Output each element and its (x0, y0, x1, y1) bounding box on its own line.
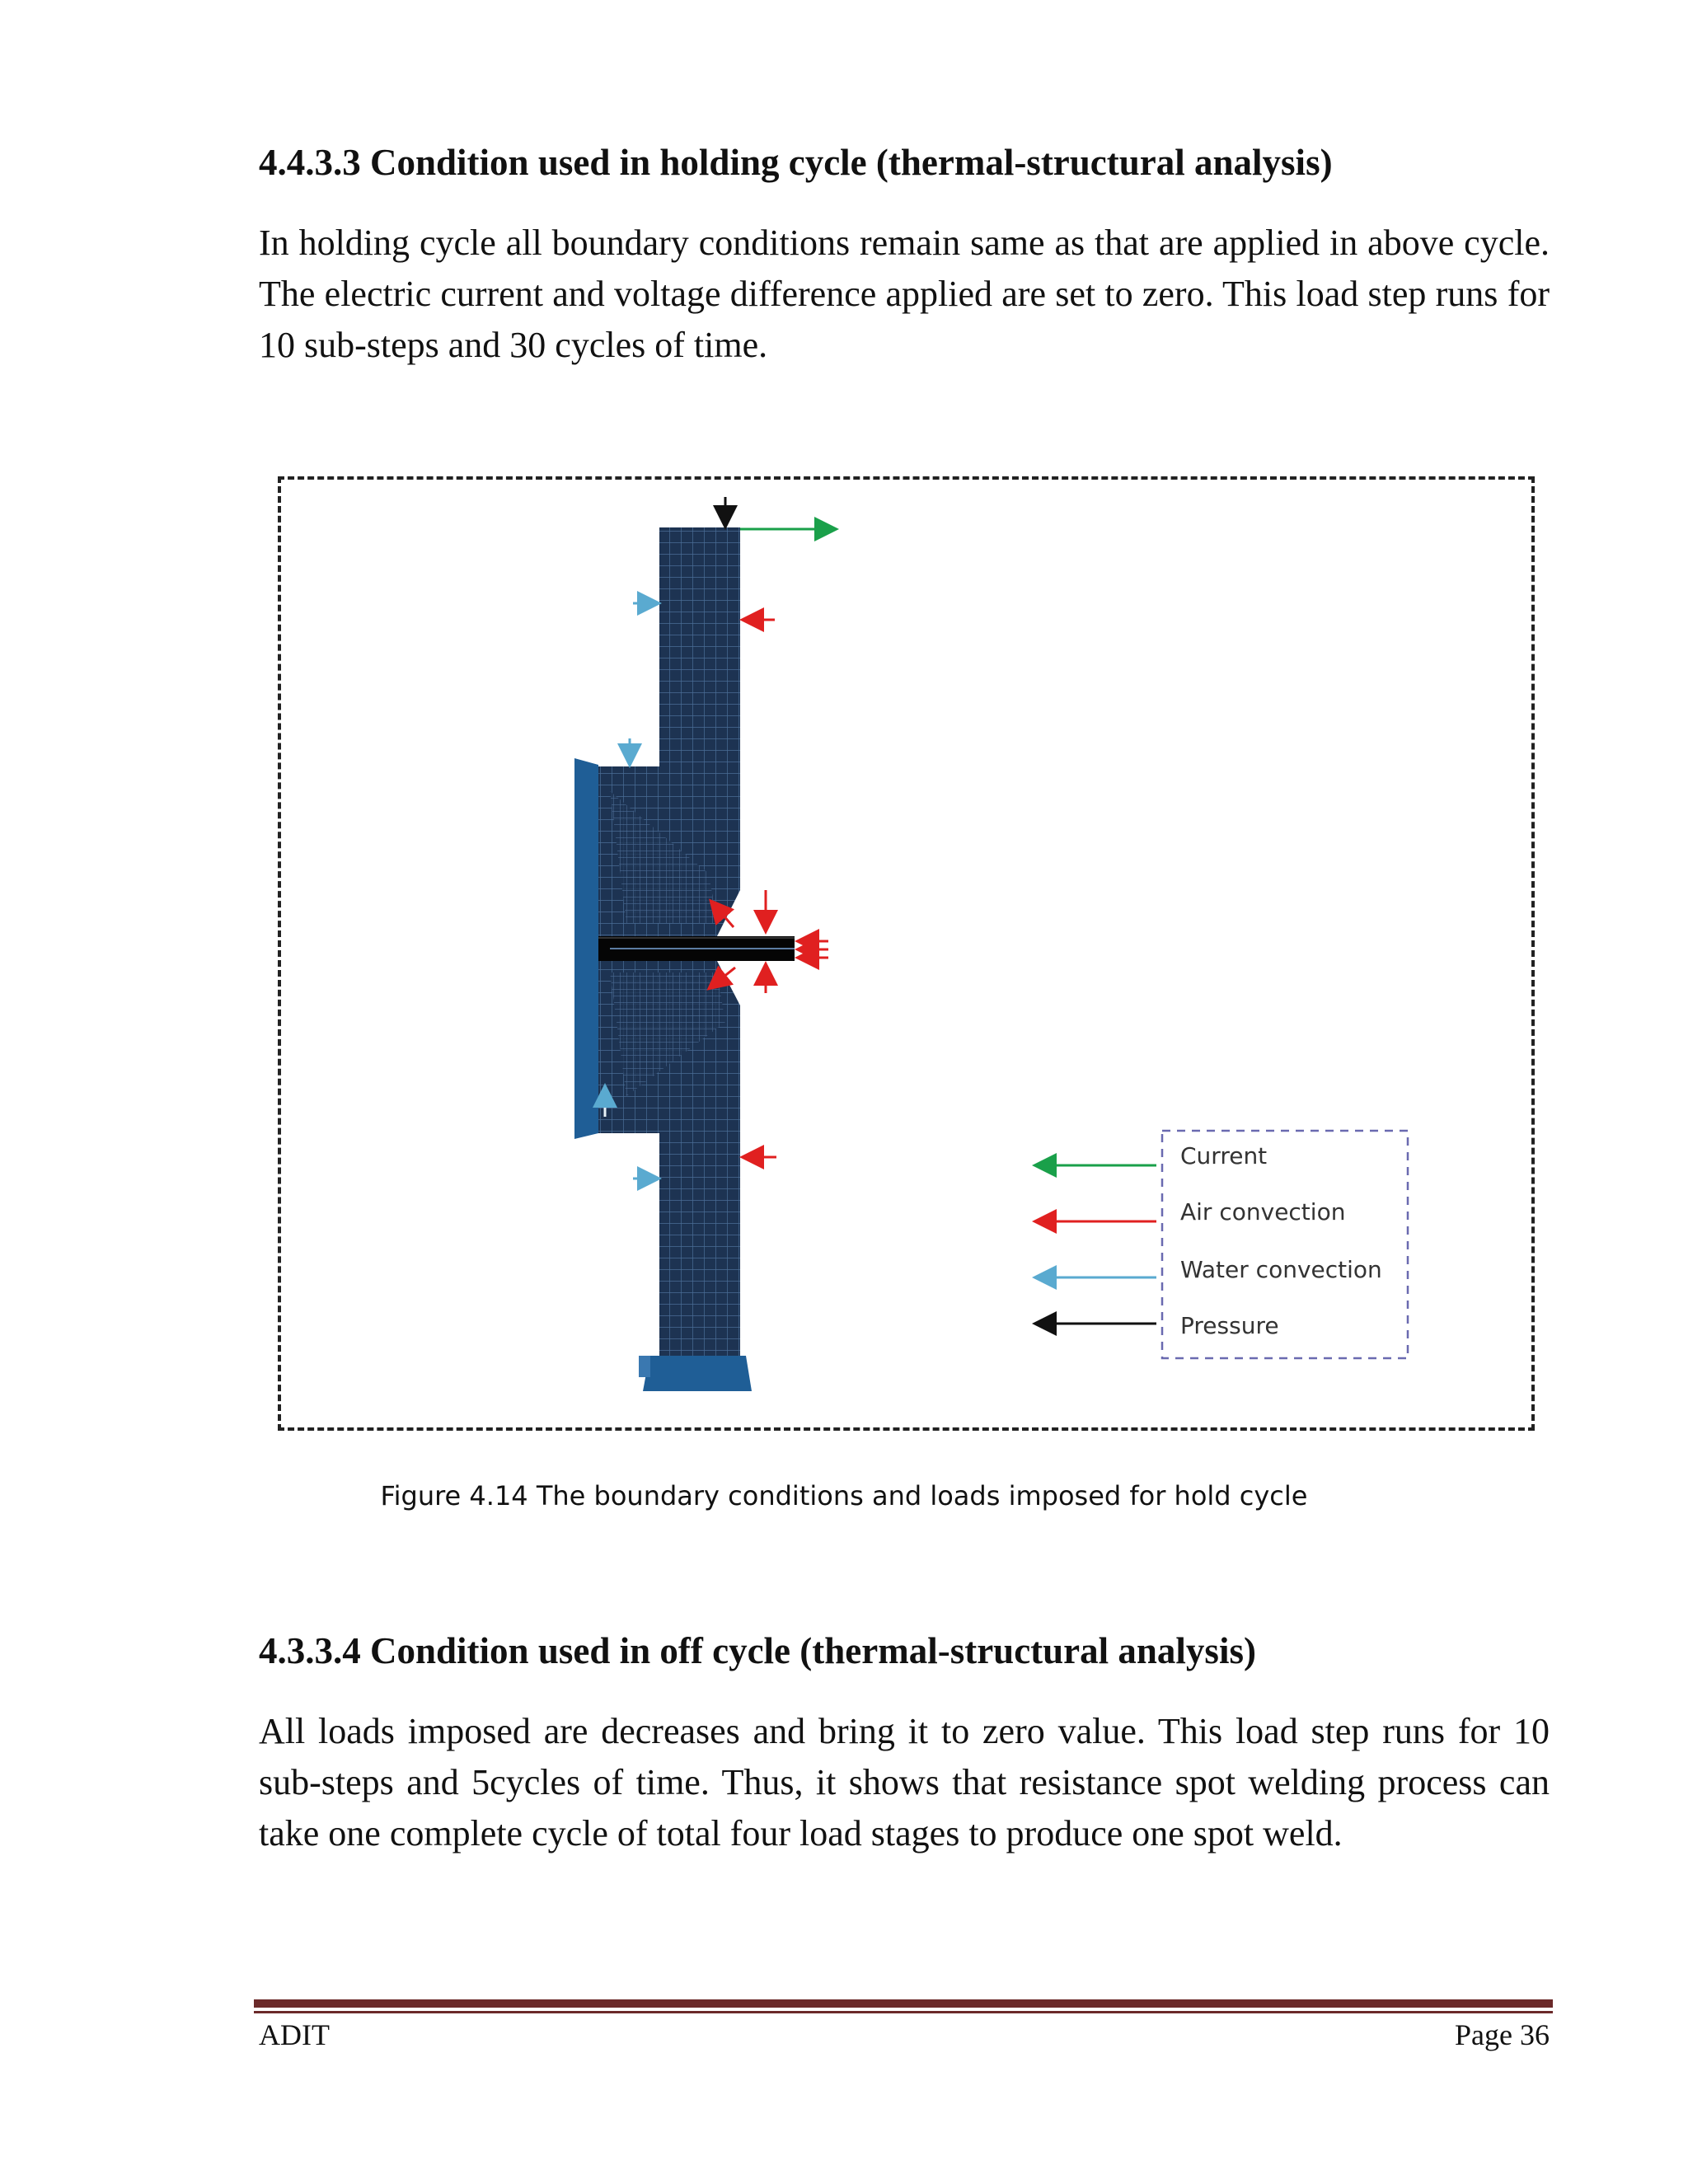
legend-label-water-convection: Water convection (1180, 1256, 1382, 1283)
legend-label-air-convection: Air convection (1180, 1198, 1346, 1226)
paragraph-holding-cycle: In holding cycle all boundary conditions remain same as that are applied in above cycle. The electric current and voltage difference applied are set to zero. This load step runs for 10 sub-steps and 30 cycles of time. (259, 223, 1550, 365)
lower-electrode-foot (643, 1356, 752, 1391)
electrode-base-plate (574, 758, 598, 1139)
figure-caption: Figure 4.14 The boundary conditions and loads imposed for hold cycle (380, 1480, 1308, 1511)
footer-rule-thin (254, 2011, 1553, 2013)
paragraph-off-cycle: All loads imposed are decreases and bring it to zero value. This load step runs for 10 sub-steps and 5cycles of time. Thus, it shows that resistance spot welding process can take one complete cycle of total four load stages to produce one spot weld. (259, 1711, 1550, 1854)
section-heading-off-cycle: 4.3.3.4 Condition used in off cycle (thermal-structural analysis) (259, 1630, 1256, 1671)
footer-rule-thick (254, 1999, 1553, 2008)
footer-institution: ADIT (259, 2018, 330, 2051)
legend-label-current: Current (1180, 1142, 1268, 1169)
section-heading-holding-cycle: 4.4.3.3 Condition used in holding cycle (thermal-structural analysis) (259, 142, 1333, 183)
legend-label-pressure: Pressure (1180, 1312, 1279, 1339)
page-number: Page 36 (1455, 2018, 1550, 2051)
